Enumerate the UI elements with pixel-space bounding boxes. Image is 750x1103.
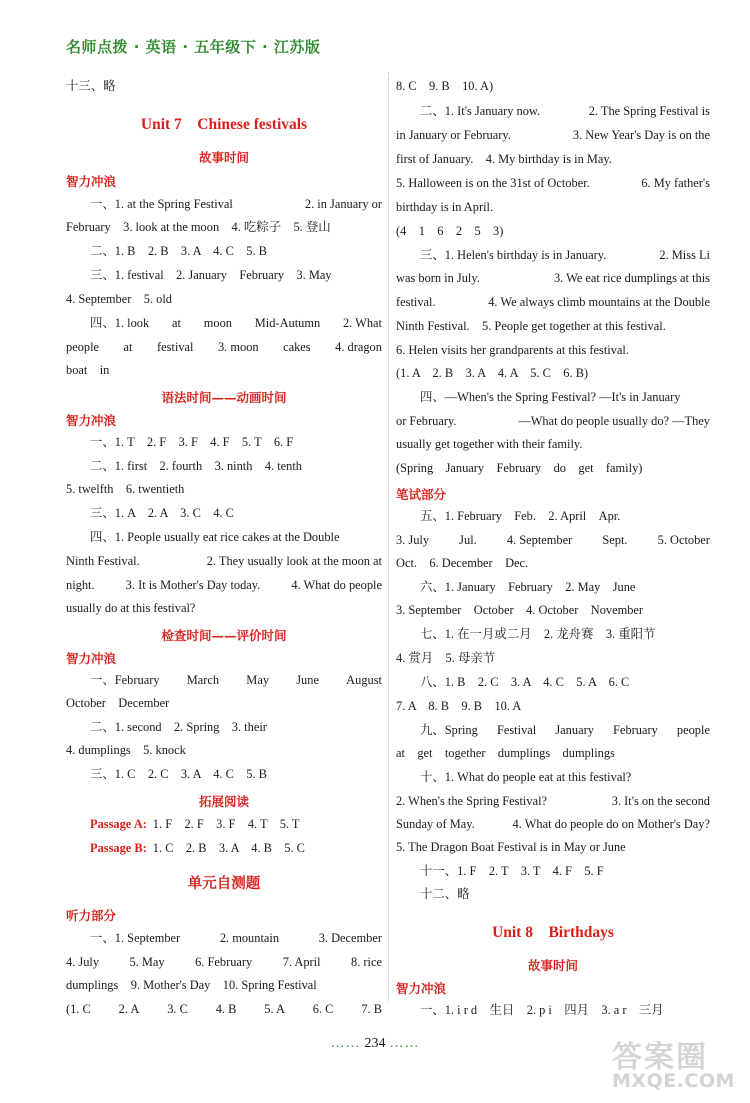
answer-line <box>396 175 710 191</box>
section-title-self-test: 单元自测题 <box>187 876 261 892</box>
section-title-check: 检查时间——评价时间 <box>161 628 287 643</box>
answer-text: in January or February. <box>396 128 511 142</box>
unit-7-title: Unit 7 Chinese festivals <box>140 116 308 133</box>
answer-text: 2. The Spring Festival is <box>588 104 710 118</box>
answer-text: 5. A <box>264 1002 285 1016</box>
answer-line: 六、1. January February 2. May June <box>420 580 636 594</box>
answer-line: 三、1. festival 2. January February 3. May <box>90 268 332 282</box>
answer-line <box>90 315 382 331</box>
answer-text: 1. F 2. F 3. F 4. T 5. T <box>152 817 300 831</box>
passage-a-label: Passage A: <box>90 817 147 831</box>
answer-text: 3. moon <box>217 340 259 354</box>
answer-line: October December <box>66 696 170 710</box>
answer-line <box>420 389 710 405</box>
answer-text: at <box>172 316 181 330</box>
watermark-text: 答案圈 <box>612 1040 708 1075</box>
answer-text: —What do people usually do? —They <box>518 414 710 428</box>
answer-text: March <box>186 673 220 687</box>
answer-line: 7. A 8. B 9. B 10. A <box>396 699 522 713</box>
answer-text: or February. <box>396 414 457 428</box>
answer-line: 十三、略 <box>66 79 116 93</box>
answer-line: 5. twelfth 6. twentieth <box>66 482 185 496</box>
answer-line: 6. Helen visits her grandparents at this festival. <box>396 343 629 357</box>
answer-line: Ninth Festival. 5. People get together at this festival. <box>396 319 666 333</box>
answer-line: 七、1. 在一月或二月 2. 龙舟赛 3. 重阳节 <box>420 627 656 641</box>
answer-text: 8. rice <box>351 955 382 969</box>
answer-text: 四、1. look <box>90 316 150 330</box>
answer-text: 3. It's on the second <box>611 794 710 808</box>
book-header-title: 名师点拨 · 英语 · 五年级下 · 江苏版 <box>66 38 321 56</box>
answer-text: 3. We eat rice dumplings at this <box>553 271 710 285</box>
answer-text: 一、1. September <box>90 931 181 945</box>
answer-text: festival. <box>396 295 436 309</box>
answer-text: 3. July <box>396 533 430 547</box>
answer-line: usually get together with their family. <box>396 437 583 451</box>
answer-line: 十、1. What do people eat at this festival? <box>420 770 632 784</box>
answer-line: 一、1. i r d 生日 2. p i 四月 3. a r 三月 <box>420 1003 664 1017</box>
answer-text: 6. My father's <box>641 176 710 190</box>
answer-line: usually do at this festival? <box>66 601 196 615</box>
answer-text: 四、1. People usually eat rice cakes at the Double <box>90 530 340 544</box>
answer-text: 2. What <box>342 316 382 330</box>
answer-line <box>90 529 382 545</box>
answer-line: 一、1. T 2. F 3. F 4. F 5. T 6. F <box>90 435 294 449</box>
answer-text: 5. May <box>129 955 165 969</box>
answer-line <box>396 270 710 286</box>
answer-text: festival <box>156 340 194 354</box>
answer-text: moon <box>203 316 232 330</box>
answer-text: 一、1. at the Spring Festival <box>90 197 233 211</box>
answer-line: February 3. look at the moon 4. 吃粽子 5. 登山 <box>66 220 331 234</box>
section-label-zhili: 智力冲浪 <box>66 651 117 666</box>
answer-line: 3. September October 4. October November <box>396 603 644 617</box>
answer-text: Sept. <box>602 533 628 547</box>
answer-line: 二、1. B 2. B 3. A 4. C 5. B <box>90 244 267 258</box>
column-divider <box>388 72 389 1002</box>
answer-text: 4. What do people do on Mother's Day? <box>512 817 710 831</box>
section-title-grammar: 语法时间——动画时间 <box>161 390 287 405</box>
answer-text: people <box>66 340 100 354</box>
answer-text: 4. B <box>215 1002 237 1016</box>
answer-line: (4 1 6 2 5 3) <box>396 224 504 238</box>
answer-text: August <box>346 673 382 687</box>
answer-text: June <box>296 673 319 687</box>
section-title-reading: 拓展阅读 <box>198 794 249 809</box>
answer-text: 一、February <box>90 673 160 687</box>
answer-text: 2. mountain <box>219 931 280 945</box>
answer-line: Oct. 6. December Dec. <box>396 556 529 570</box>
watermark-logo <box>612 1032 744 1098</box>
answer-line <box>396 413 710 429</box>
answer-text: Mid-Autumn <box>254 316 321 330</box>
answer-line: (Spring January February do get family) <box>396 461 643 475</box>
answer-text: people <box>676 723 710 737</box>
answer-line: 4. September 5. old <box>66 292 172 306</box>
section-title-story-time: 故事时间 <box>198 150 249 165</box>
answer-text: 7. B <box>361 1002 382 1016</box>
answer-text: was born in July. <box>396 271 480 285</box>
answer-text: 4. July <box>66 955 100 969</box>
answer-line: 三、1. C 2. C 3. A 4. C 5. B <box>90 767 267 781</box>
answer-line <box>420 247 710 263</box>
answer-text: 3. December <box>318 931 382 945</box>
answer-text: 7. April <box>282 955 321 969</box>
answer-text: cakes <box>283 340 311 354</box>
page-number-dots-left: …… <box>330 1036 361 1051</box>
answer-text: 4. What do people <box>291 578 382 592</box>
answer-line <box>420 103 710 119</box>
answer-text: 四、—When's the Spring Festival? —It's in January <box>420 390 681 404</box>
answer-line <box>396 294 710 310</box>
answer-text: 九、Spring <box>420 723 478 737</box>
answer-line <box>66 339 382 355</box>
section-label-zhili: 智力冲浪 <box>66 174 117 189</box>
answer-line: (1. A 2. B 3. A 4. A 5. C 6. B) <box>396 366 589 380</box>
answer-text: 4. September <box>506 533 573 547</box>
answer-text: 2. Miss Li <box>659 248 710 262</box>
answer-text: 2. They usually look at the moon at <box>206 554 382 568</box>
answer-line: 二、1. first 2. fourth 3. ninth 4. tenth <box>90 459 303 473</box>
answer-text: at <box>123 340 133 354</box>
answer-text: 二、1. It's January now. <box>420 104 541 118</box>
answer-line: 二、1. second 2. Spring 3. their <box>90 720 267 734</box>
answer-text: (1. C <box>66 1002 91 1016</box>
unit-8-title: Unit 8 Birthdays <box>492 924 614 941</box>
answer-line: 8. C 9. B 10. A) <box>396 79 494 93</box>
answer-text: 3. C <box>167 1002 188 1016</box>
answer-line <box>396 816 710 832</box>
passage-b-label: Passage B: <box>90 841 147 855</box>
answer-line: 十一、1. F 2. T 3. T 4. F 5. F <box>420 864 604 878</box>
answer-line: 5. The Dragon Boat Festival is in May or June <box>396 840 626 854</box>
answer-line: 4. 赏月 5. 母亲节 <box>396 651 496 665</box>
answer-text: Ninth Festival. <box>66 554 140 568</box>
answer-text: 6. C <box>312 1002 334 1016</box>
answer-text: 5. October <box>657 533 710 547</box>
answer-line <box>66 1001 382 1017</box>
answer-text: February <box>613 723 658 737</box>
answer-text: 3. New Year's Day is on the <box>572 128 710 142</box>
answer-line <box>90 196 382 212</box>
answer-text: Festival <box>496 723 537 737</box>
answer-text: Jul. <box>459 533 477 547</box>
answer-line <box>420 722 710 738</box>
answer-line: 十二、略 <box>420 887 470 901</box>
answer-line: boat in <box>66 363 110 377</box>
section-title-story-time: 故事时间 <box>527 958 578 973</box>
answer-line: 八、1. B 2. C 3. A 4. C 5. A 6. C <box>420 675 630 689</box>
answer-text: 4. We always climb mountains at the Double <box>488 295 710 309</box>
answer-text: 4. dragon <box>335 340 382 354</box>
answer-text: January <box>555 723 594 737</box>
answer-text: 2. When's the Spring Festival? <box>396 794 548 808</box>
section-label-zhili: 智力冲浪 <box>396 981 447 996</box>
answer-line: 三、1. A 2. A 3. C 4. C <box>90 506 234 520</box>
answer-text: Sunday of May. <box>396 817 475 831</box>
passage-b-answers <box>90 838 305 856</box>
watermark-url: MXQE.COM <box>612 1070 735 1092</box>
answer-text: 2. A <box>118 1002 140 1016</box>
answer-text: 1. C 2. B 3. A 4. B 5. C <box>152 841 305 855</box>
answer-line: 4. dumplings 5. knock <box>66 743 186 757</box>
answer-text: 2. in January or <box>304 197 382 211</box>
answer-line <box>66 553 382 569</box>
answer-line <box>396 532 710 548</box>
answer-line <box>66 577 382 593</box>
answer-line: birthday is in April. <box>396 200 494 214</box>
answer-text: 6. February <box>195 955 253 969</box>
section-label-zhili: 智力冲浪 <box>66 413 117 428</box>
page-number-dots-right: …… <box>389 1036 420 1051</box>
section-label-written: 笔试部分 <box>396 487 447 502</box>
answer-text: 3. It is Mother's Day today. <box>125 578 261 592</box>
answer-line <box>90 930 382 946</box>
answer-line <box>66 954 382 970</box>
answer-line: at get together dumplings dumplings <box>396 746 615 760</box>
answer-line: 五、1. February Feb. 2. April Apr. <box>420 509 621 523</box>
answer-line <box>396 127 710 143</box>
answer-text: May <box>246 673 270 687</box>
answer-line: first of January. 4. My birthday is in May. <box>396 152 612 166</box>
answer-line <box>90 672 382 688</box>
answer-text: 5. Halloween is on the 31st of October. <box>396 176 590 190</box>
section-label-listening: 听力部分 <box>66 908 117 923</box>
answer-line: dumplings 9. Mother's Day 10. Spring Festival <box>66 978 317 992</box>
answer-text: 三、1. Helen's birthday is in January. <box>420 248 607 262</box>
passage-a-answers <box>90 814 299 832</box>
answer-text: night. <box>66 578 95 592</box>
answer-line <box>396 793 710 809</box>
page-number-value: 234 <box>364 1036 386 1051</box>
